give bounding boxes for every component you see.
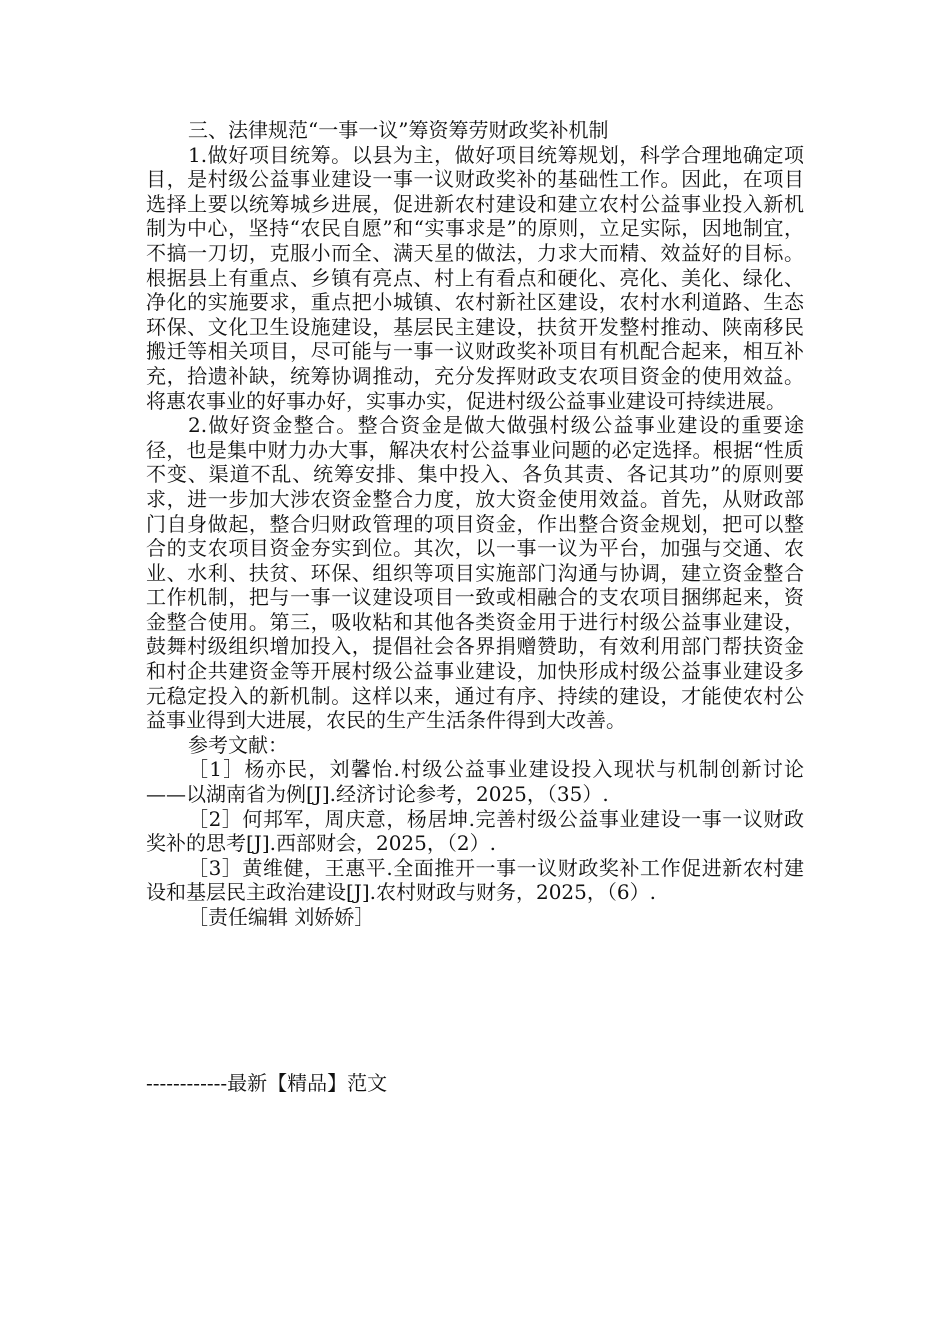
paragraph-fund-integration: 2.做好资金整合。整合资金是做大做强村级公益事业建设的重要途径，也是集中财力办大事，解决农村公益事业问题的必定选择。根据“性质不变、渠道不乱、统筹安排、集中投入、各负其责、各记其功”的原则要求，进一步加大涉农资金整合力度，放大资金使用效益。首先，从财政部门自身做起，整合归财政管理的项目资金，作出整合资金规划，把可以整合的支农项目资金夯实到位。其次，以一事一议为平台，加强与交通、农业、水利、扶贫、环保、组织等项目实施部门沟通与协调，建立资金整合工作机制，把与一事一议建设项目一致或相融合的支农项目捆绑起来，资金整合使用。第三，吸收粘和其他各类资金用于进行村级公益事业建设，鼓舞村级组织增加投入，提倡社会各界捐赠赞助，有效利用部门帮扶资金和村企共建资金等开展村级公益事业建设，加快形成村级公益事业建设多元稳定投入的新机制。这样以来，通过有序、持续的建设，才能使农村公益事业得到大进展，农民的生产生活条件得到大改善。 bbox=[146, 413, 804, 733]
footer-text: ------------最新【精品】范文 bbox=[146, 1071, 388, 1095]
references-title: 参考文献： bbox=[188, 732, 288, 757]
reference-item-2: ［2］何邦军，周庆意，杨居坤.完善村级公益事业建设一事一议财政奖补的思考[J].西部财会，2025，（2）. bbox=[146, 806, 804, 856]
responsible-editor: ［责任编辑 刘娇娇］ bbox=[188, 905, 375, 929]
paragraph-project-planning: 1.做好项目统筹。以县为主，做好项目统筹规划，科学合理地确定项目，是村级公益事业建设一事一议财政奖补的基础性工作。因此，在项目选择上要以统筹城乡进展，促进新农村建设和建立农村公益事业投入新机制为中心，坚持“农民自愿”和“实事求是”的原则，立足实际，因地制宜，不搞一刀切，克服小而全、满天星的做法，力求大而精、效益好的目标。根据县上有重点、乡镇有亮点、村上有看点和硬化、亮化、美化、绿化、净化的实施要求，重点把小城镇、农村新社区建设，农村水利道路、生态环保、文化卫生设施建设，基层民主建设，扶贫开发整村推动、陕南移民搬迁等相关项目，尽可能与一事一议财政奖补项目有机配合起来，相互补充，拾遗补缺，统筹协调推动，充分发挥财政支农项目资金的使用效益。将惠农事业的好事办好，实事办实，促进村级公益事业建设可持续进展。 bbox=[146, 142, 804, 413]
reference-item-1: ［1］杨亦民，刘馨怡.村级公益事业建设投入现状与机制创新讨论——以湖南省为例[J].经济讨论参考，2025，（35）. bbox=[146, 757, 804, 807]
document-body bbox=[146, 118, 804, 930]
reference-item-3: ［3］黄维健，王惠平.全面推开一事一议财政奖补工作促进新农村建设和基层民主政治建设[J].农村财政与财务，2025，（6）. bbox=[146, 855, 804, 905]
section-heading: 三、法律规范“一事一议”筹资筹劳财政奖补机制 bbox=[188, 118, 609, 142]
